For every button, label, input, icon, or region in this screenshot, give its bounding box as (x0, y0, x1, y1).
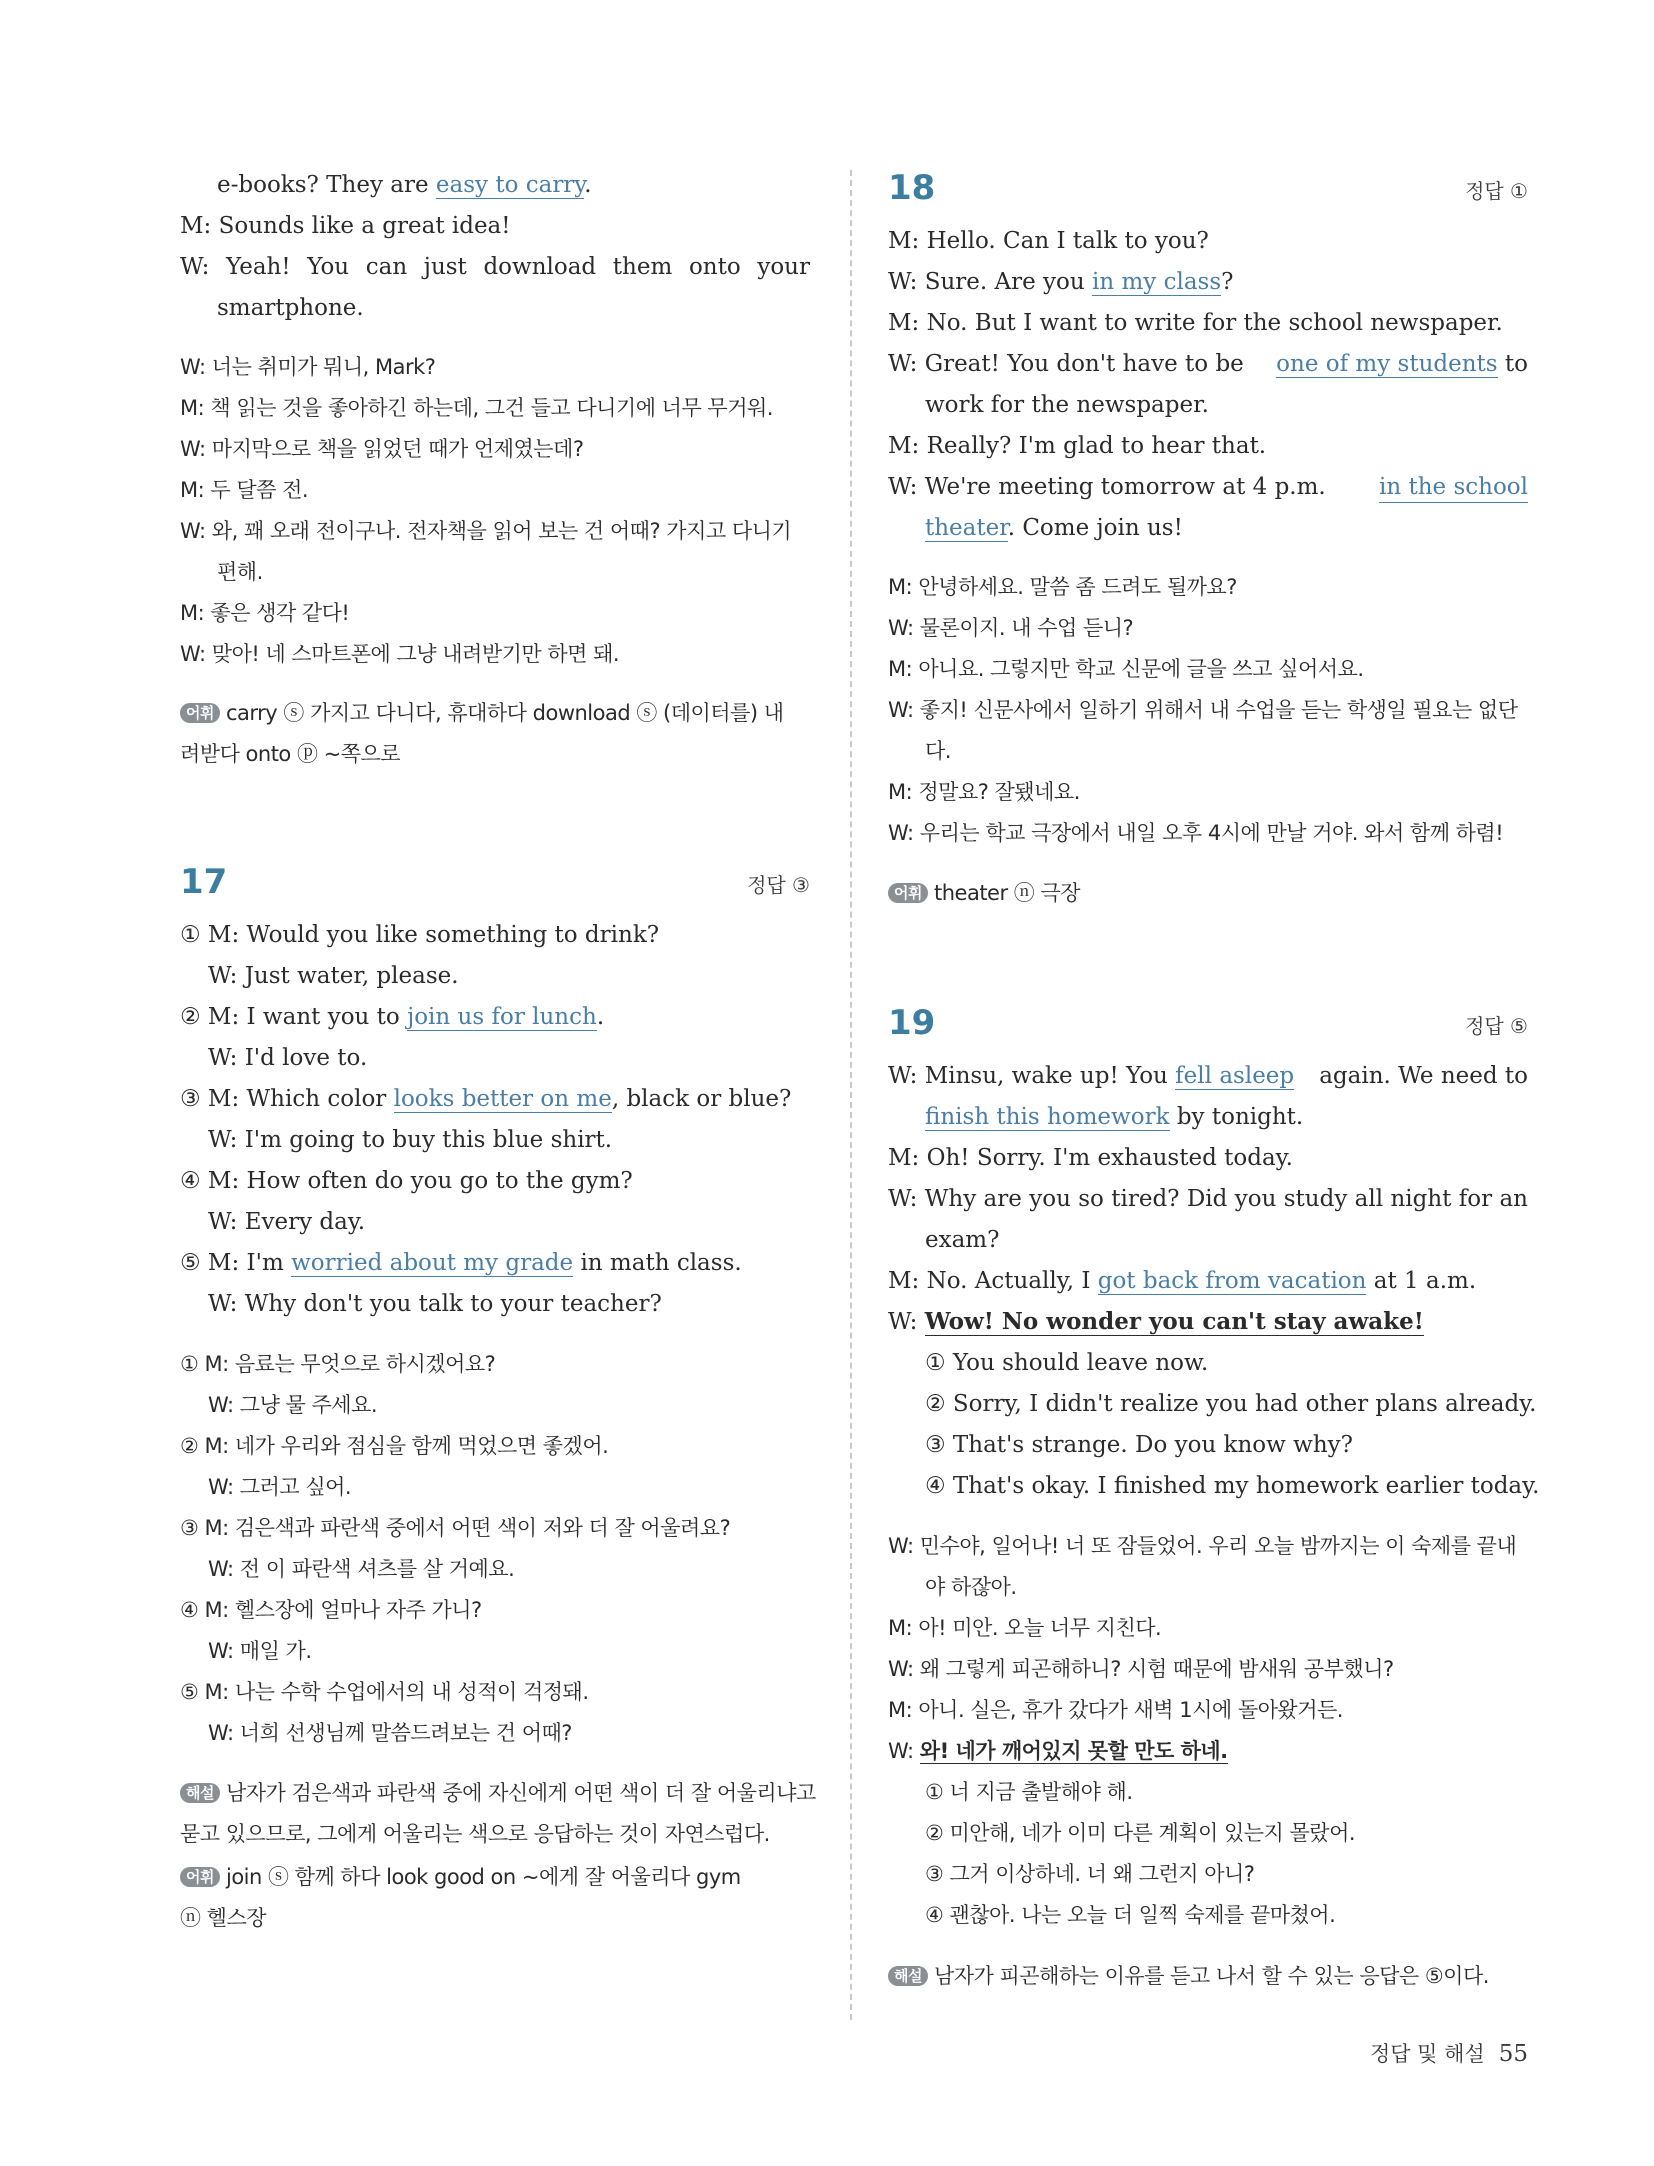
dialogue-line: ② M: I want you to join us for lunch. (180, 1004, 605, 1030)
dialogue-line: ④ M: How often do you go to the gym? (180, 1168, 633, 1194)
dialogue-line: W: I'd love to. (208, 1045, 368, 1071)
dialogue-line: M: Sounds like a great idea! (180, 213, 511, 239)
translation-line: 편해. (217, 560, 263, 584)
dialogue-line: W: Wow! No wonder you can't stay awake! (888, 1308, 1424, 1335)
vocab-note: 려받다 onto ⓟ ~쪽으로 (180, 742, 401, 766)
dialogue-line: W: I'm going to buy this blue shirt. (208, 1127, 613, 1153)
translation-option: ④ 괜찮아. 나는 오늘 더 일찍 숙제를 끝마쳤어. (925, 1903, 1336, 1927)
dialogue-line: W: Every day. (208, 1209, 366, 1235)
footer-label: 정답 및 해설 (1369, 2042, 1485, 2066)
column-divider (850, 170, 852, 2020)
dialogue-line: e-books? They are easy to carry. (217, 172, 592, 198)
translation-line: W: 와, 꽤 오래 전이구나. 전자책을 읽어 보는 건 어때? 가지고 다니기 (180, 519, 792, 543)
vocab-note: 어휘 theater ⓝ 극장 (888, 878, 1080, 908)
page-number: 55 (1498, 2041, 1528, 2067)
dialogue-line: ③ M: Which color looks better on me, black or blue? (180, 1086, 792, 1112)
answer-label: 정답 ⑤ (1465, 1014, 1528, 1038)
translation-line: W: 민수야, 일어나! 너 또 잠들었어. 우리 오늘 밤까지는 이 숙제를 끝내 (888, 1534, 1517, 1558)
translation-line: 야 하잖아. (925, 1575, 1017, 1599)
dialogue-line: M: No. But I want to write for the school newspaper. (888, 310, 1503, 336)
vocab-badge: 어휘 (180, 703, 220, 723)
translation-line: 다. (925, 739, 951, 763)
vocab-badge: 어휘 (180, 1867, 220, 1887)
translation-line: M: 책 읽는 것을 좋아하긴 하는데, 그건 들고 다니기에 너무 무거워. (180, 396, 773, 420)
explanation-note: 묻고 있으므로, 그에게 어울리는 색으로 응답하는 것이 자연스럽다. (180, 1822, 770, 1846)
translation-line: W: 우리는 학교 극장에서 내일 오후 4시에 만날 거야. 와서 함께 하렴! (888, 821, 1504, 845)
key-phrase: join us for lunch (407, 1004, 597, 1030)
translation-option: ① 너 지금 출발해야 해. (925, 1780, 1133, 1804)
explanation-badge: 해설 (888, 1966, 928, 1986)
question-number: 18 (888, 168, 936, 208)
dialogue-line: M: Hello. Can I talk to you? (888, 228, 1209, 254)
translation-line: W: 물론이지. 내 수업 듣니? (888, 616, 1134, 640)
answer-label: 정답 ③ (747, 873, 810, 897)
translation-line: M: 좋은 생각 같다! (180, 601, 350, 625)
key-phrase: fell asleep (1175, 1063, 1295, 1089)
key-phrase: one of my students (1276, 351, 1498, 377)
question-number: 19 (888, 1003, 936, 1043)
translation-option: ③ 그거 이상하네. 너 왜 그런지 아니? (925, 1862, 1255, 1886)
choice-option: ④ That's okay. I finished my homework earlier today. (925, 1473, 1540, 1499)
dialogue-line: W: Sure. Are you in my class? (888, 269, 1234, 295)
key-phrase: looks better on me (393, 1086, 612, 1112)
dialogue-line: W: We're meeting tomorrow at 4 p.m. in the school (888, 472, 1528, 503)
answer-label: 정답 ① (1465, 179, 1528, 203)
translation-line: W: 그냥 물 주세요. (208, 1393, 378, 1417)
question-number: 17 (180, 862, 228, 902)
translation-line: M: 아! 미안. 오늘 너무 지친다. (888, 1616, 1162, 1640)
choice-option: ③ That's strange. Do you know why? (925, 1432, 1353, 1458)
translation-line: ① M: 음료는 무엇으로 하시겠어요? (180, 1352, 496, 1376)
dialogue-line: W: Why are you so tired? Did you study all night for an (888, 1186, 1528, 1212)
dialogue-line: M: Really? I'm glad to hear that. (888, 433, 1267, 459)
translation-line: M: 아니. 실은, 휴가 갔다가 새벽 1시에 돌아왔거든. (888, 1698, 1343, 1722)
translation-line: M: 두 달쯤 전. (180, 478, 309, 502)
explanation-badge: 해설 (180, 1783, 220, 1803)
vocab-note: ⓝ 헬스장 (180, 1906, 267, 1930)
translation-line: W: 너희 선생님께 말씀드려보는 건 어때? (208, 1721, 572, 1745)
dialogue-line: ⑤ M: I'm worried about my grade in math class. (180, 1250, 742, 1276)
translation-line: ④ M: 헬스장에 얼마나 자주 가니? (180, 1598, 482, 1622)
dialogue-line: W: Minsu, wake up! You fell asleep again. We need to (888, 1063, 1528, 1089)
key-phrase: in my class (1092, 269, 1222, 295)
translation-line: W: 매일 가. (208, 1639, 312, 1663)
explanation-note: 해설 남자가 검은색과 파란색 중에 자신에게 어떤 색이 더 잘 어울리냐고 (180, 1778, 816, 1808)
translation-option: ② 미안해, 네가 이미 다른 계획이 있는지 몰랐어. (925, 1821, 1356, 1845)
translation-line: W: 좋지! 신문사에서 일하기 위해서 내 수업을 듣는 학생일 필요는 없단 (888, 698, 1518, 722)
translation-line: W: 왜 그렇게 피곤해하니? 시험 때문에 밤새워 공부했니? (888, 1657, 1394, 1681)
answer-blank: 와! 네가 깨어있지 못할 만도 하네. (919, 1739, 1228, 1763)
choice-option: ① You should leave now. (925, 1350, 1209, 1376)
translation-line: W: 마지막으로 책을 읽었던 때가 언제였는데? (180, 437, 584, 461)
explanation-note: 해설 남자가 피곤해하는 이유를 듣고 나서 할 수 있는 응답은 ⑤이다. (888, 1961, 1489, 1991)
translation-line: W: 맞아! 네 스마트폰에 그냥 내려받기만 하면 돼. (180, 642, 620, 666)
translation-line: W: 와! 네가 깨어있지 못할 만도 하네. (888, 1739, 1228, 1763)
vocab-badge: 어휘 (888, 883, 928, 903)
key-phrase: in the school (1379, 472, 1528, 503)
translation-line: W: 전 이 파란색 셔츠를 살 거예요. (208, 1557, 515, 1581)
dialogue-line: ① M: Would you like something to drink? (180, 922, 660, 948)
dialogue-line: W: Great! You don't have to be one of my students to (888, 351, 1528, 377)
key-phrase: easy to carry (435, 172, 585, 198)
key-phrase: theater (925, 515, 1008, 541)
vocab-note: 어휘 carry ⓢ 가지고 다니다, 휴대하다 download ⓢ (데이터를) 내 (180, 698, 784, 728)
key-phrase: finish this homework (925, 1104, 1170, 1130)
translation-line: ⑤ M: 나는 수학 수업에서의 내 성적이 걱정돼. (180, 1680, 589, 1704)
translation-line: M: 아니요. 그렇지만 학교 신문에 글을 쓰고 싶어서요. (888, 657, 1364, 681)
choice-option: ② Sorry, I didn't realize you had other plans already. (925, 1391, 1537, 1417)
dialogue-line: W: Yeah! You can just download them onto your (180, 254, 810, 280)
translation-line: ② M: 네가 우리와 점심을 함께 먹었으면 좋겠어. (180, 1434, 609, 1458)
dialogue-line: W: Why don't you talk to your teacher? (208, 1291, 662, 1317)
dialogue-line: finish this homework by tonight. (925, 1104, 1304, 1130)
dialogue-line: work for the newspaper. (925, 392, 1209, 418)
answer-blank: Wow! No wonder you can't stay awake! (924, 1308, 1424, 1335)
translation-line: ③ M: 검은색과 파란색 중에서 어떤 색이 저와 더 잘 어울려요? (180, 1516, 731, 1540)
dialogue-line: theater. Come join us! (925, 515, 1183, 541)
key-phrase: worried about my grade (291, 1250, 574, 1276)
dialogue-line: smartphone. (217, 295, 364, 321)
translation-line: W: 그러고 싶어. (208, 1475, 352, 1499)
translation-line: W: 너는 취미가 뭐니, Mark? (180, 355, 436, 379)
translation-line: M: 안녕하세요. 말씀 좀 드려도 될까요? (888, 575, 1237, 599)
dialogue-line: M: Oh! Sorry. I'm exhausted today. (888, 1145, 1293, 1171)
vocab-note: 어휘 join ⓢ 함께 하다 look good on ~에게 잘 어울리다 gym (180, 1862, 741, 1892)
key-phrase: got back from vacation (1097, 1268, 1367, 1294)
dialogue-line: exam? (925, 1227, 1000, 1253)
page-footer (1370, 2038, 1528, 2068)
translation-line: M: 정말요? 잘됐네요. (888, 780, 1080, 804)
dialogue-line: M: No. Actually, I got back from vacation at 1 a.m. (888, 1268, 1477, 1294)
dialogue-line: W: Just water, please. (208, 963, 459, 989)
